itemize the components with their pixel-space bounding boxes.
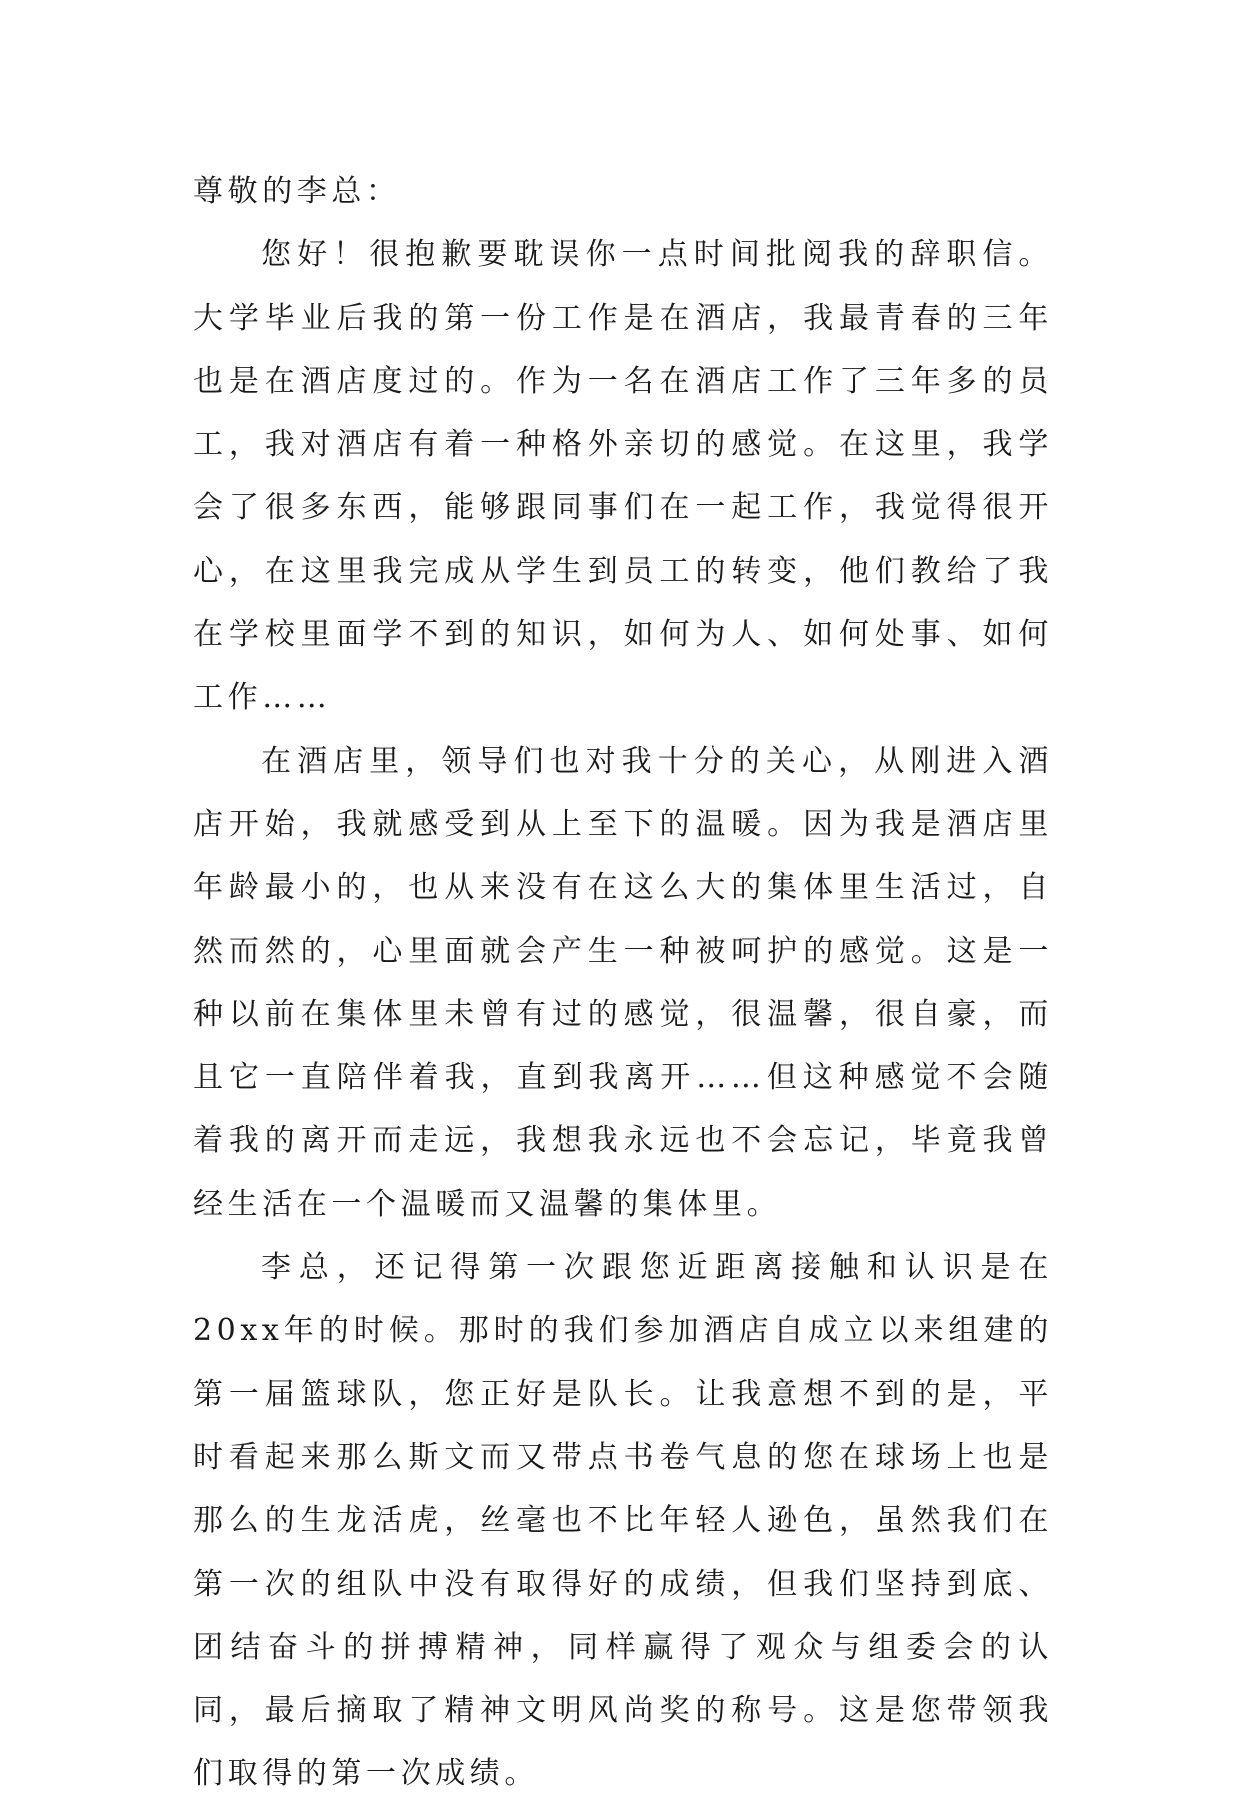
salutation: 尊敬的李总： — [193, 174, 401, 209]
letter-body — [193, 160, 1053, 1806]
paragraph-2: 在酒店里，领导们也对我十分的关心，从刚进入酒店开始，我就感受到从上至下的温暖。因为我是酒店里年龄最小的，也从来没有在这么大的集体里生活过，自然而然的，心里面就会产生一种被呵护的感觉。这是一种以前在集体里未曾有过的感觉，很温馨，很自豪，而且它一直陪伴着我，直到我离开……但这种感觉不会随着我的离开而走远，我想我永远也不会忘记，毕竟我曾经生活在一个温暖而又温馨的集体里。 — [193, 743, 1053, 1222]
paragraph-1: 您好！很抱歉要耽误你一点时间批阅我的辞职信。大学毕业后我的第一份工作是在酒店，我最青春的三年也是在酒店度过的。作为一名在酒店工作了三年多的员工，我对酒店有着一种格外亲切的感觉。在这里，我学会了很多东西，能够跟同事们在一起工作，我觉得很开心，在这里我完成从学生到员工的转变，他们教给了我在学校里面学不到的知识，如何为人、如何处事、如何工作…… — [193, 237, 1053, 716]
paragraph-3: 李总，还记得第一次跟您近距离接触和认识是在20xx年的时候。那时的我们参加酒店自成立以来组建的第一届篮球队，您正好是队长。让我意想不到的是，平时看起来那么斯文而又带点书卷气息的您在球场上也是那么的生龙活虎，丝毫也不比年轻人逊色，虽然我们在第一次的组队中没有取得好的成绩，但我们坚持到底、团结奋斗的拼搏精神，同样赢得了观众与组委会的认同，最后摘取了精神文明风尚奖的称号。这是您带领我们取得的第一次成绩。 — [193, 1250, 1053, 1792]
